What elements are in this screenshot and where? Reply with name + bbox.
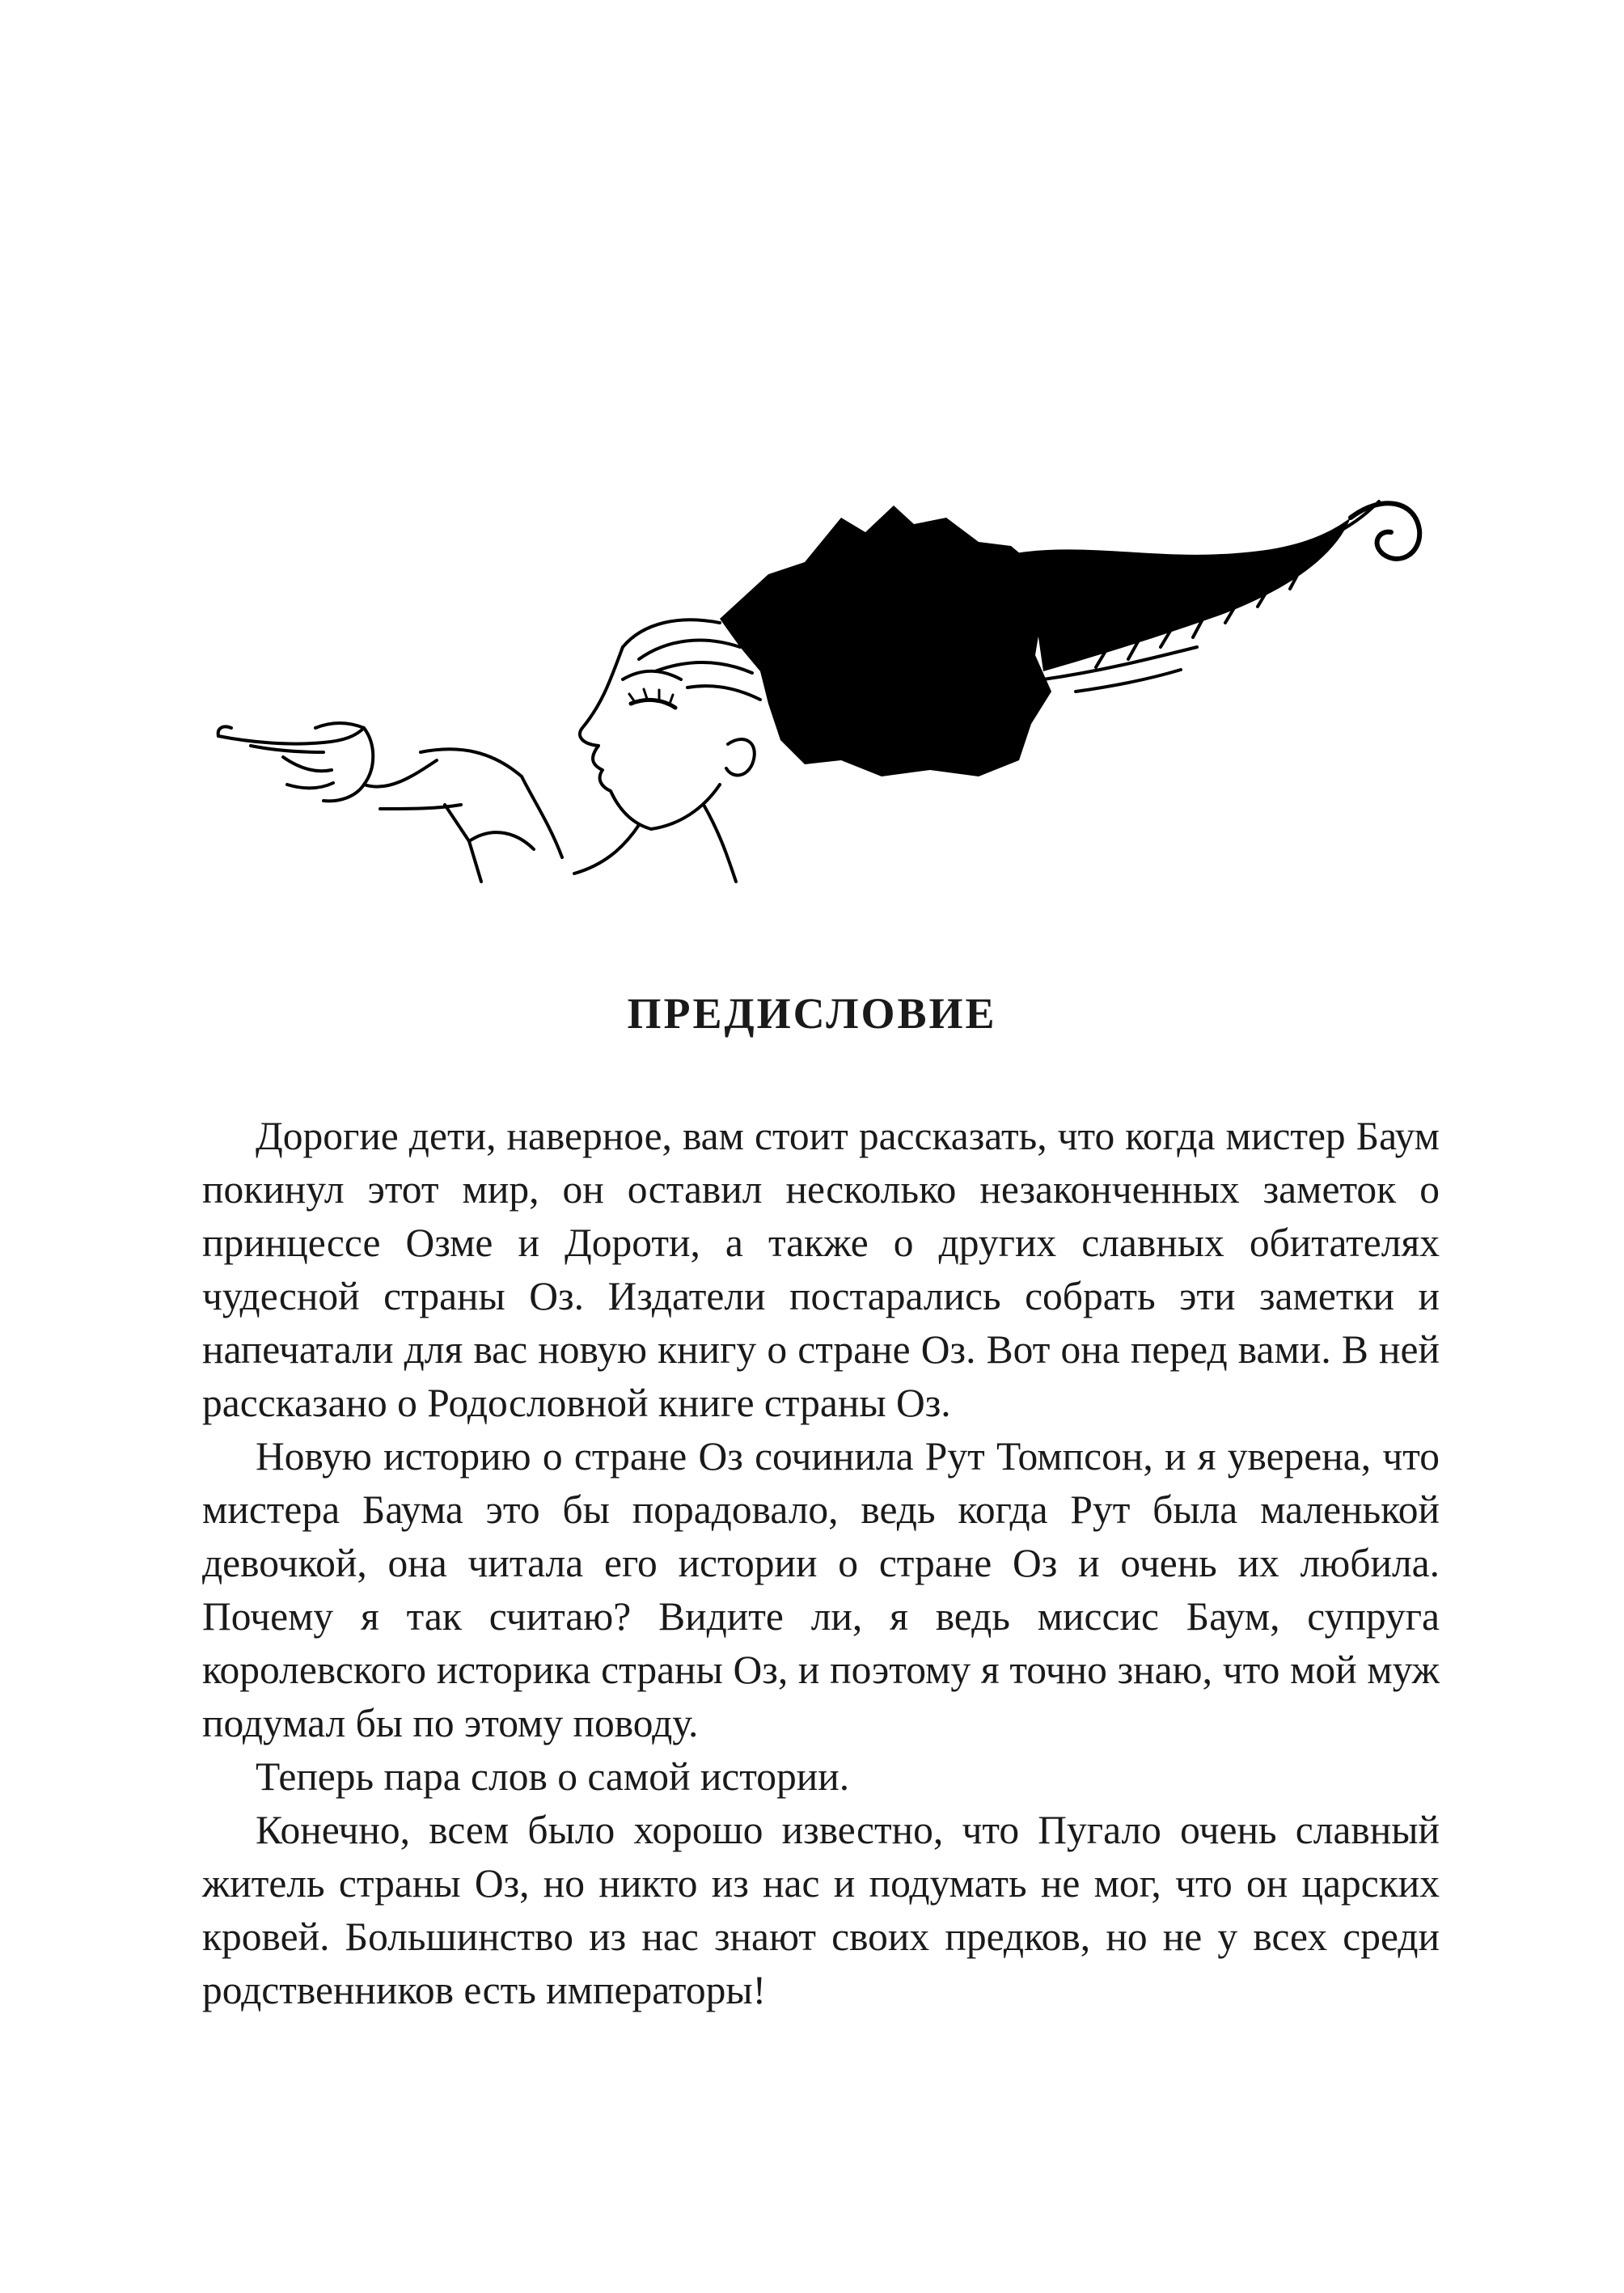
paragraph: Теперь пара слов о самой истории. bbox=[256, 1754, 850, 1799]
girl-with-plumed-hat-icon bbox=[202, 485, 1432, 938]
paragraph: Новую историю о стране Оз сочинила Рут Томпсон, и я уверена, что мистера Баума это бы порадовало, ведь когда Рут была маленькой девочкой, она читала его истории о стране Оз и очень их любила. Почему я так считаю? Видите ли, я ведь миссис Баум, супруга королевского историка страны Оз, и поэтому я точно знаю, что мой муж подумал бы по этому поводу. bbox=[202, 1434, 1440, 1745]
page-title: ПРЕДИСЛОВИЕ bbox=[627, 989, 997, 1038]
paragraph: Дорогие дети, наверное, вам стоит рассказать, что когда мистер Баум покинул этот мир, он оставил несколько незаконченных заметок о принцессе Озме и Дороти, а также о других славных обитателях чудесной страны Оз. Издатели постарались собрать эти заметки и напечатали для вас новую книгу о стране Оз. Вот она перед вами. В ней рассказано о Родословной книге страны Оз. bbox=[202, 1114, 1440, 1425]
preface-body bbox=[202, 1110, 1440, 2017]
paragraph: Конечно, всем было хорошо известно, что Пугало очень славный житель страны Оз, но никто из нас и подумать не мог, что он царских кровей. Большинство из нас знают своих предков, но не у всех среди родственников есть императоры! bbox=[202, 1808, 1440, 2012]
